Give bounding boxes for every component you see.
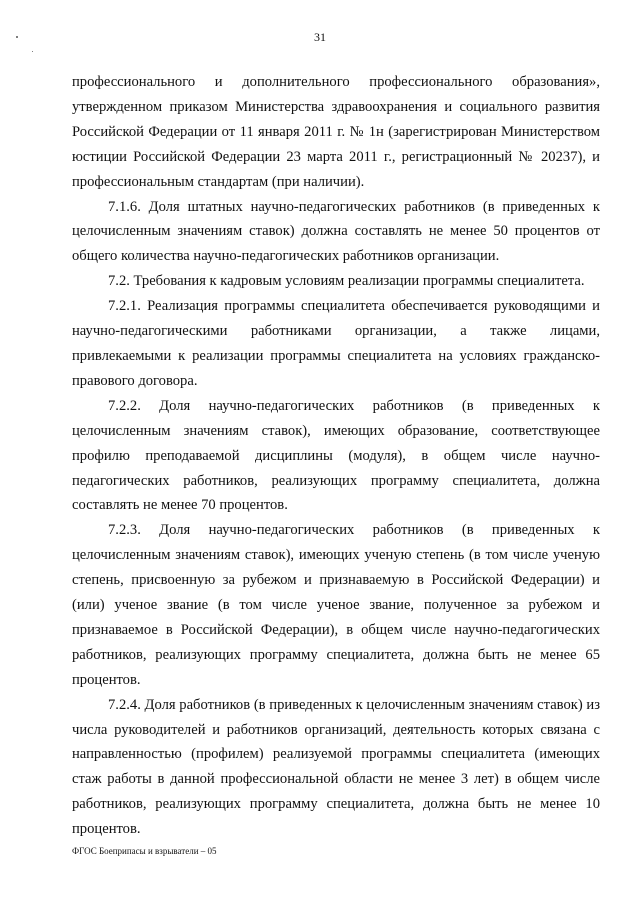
paragraph-7-2: 7.2. Требования к кадровым условиям реализации программы специалитета. bbox=[108, 273, 585, 290]
paragraph-7-2-1: 7.2.1. Реализация программы специалитета обеспечивается руководящими и научно-педагогическими работниками организации, а также лицами, привлекаемыми к реализации программы специалитета на условиях гражданско-правового договора. bbox=[72, 298, 600, 389]
paragraph-7-1-6: 7.1.6. Доля штатных научно-педагогических работников (в приведенных к целочисленным значениям ставок) должна составлять не менее 50 процентов от общего количества научно-педагогических работников организации. bbox=[72, 198, 600, 265]
paragraph-7-2-3: 7.2.3. Доля научно-педагогических работников (в приведенных к целочисленным значениям ставок), имеющих ученую степень (в том числе ученую степень, присвоенную за рубежом и признаваемую в Российской Федерации) и (или) ученое звание (в том числе ученое звание, полученное за рубежом и признаваемое в Российской Федерации), в общем числе научно-педагогических работников, реализующих программу специалитета, должна быть не менее 65 процентов. bbox=[72, 522, 600, 688]
paragraph-7-2-2: 7.2.2. Доля научно-педагогических работников (в приведенных к целочисленным значениям ставок), имеющих образование, соответствующее профилю преподаваемой дисциплины (модуля), в общем числе научно-педагогических работников, реализующих программу специалитета, должна составлять не менее 70 процентов. bbox=[72, 397, 600, 514]
paragraph-continuation: профессионального и дополнительного профессионального образования», утвержденном приказом Министерства здравоохранения и социального развития Российской Федерации от 11 января 2011 г. № 1н (зарегистрирован Министерством юстиции Российской Федерации 23 марта 2011 г., регистрационный № 20237), и профессиональным стандартам (при наличии). bbox=[72, 74, 600, 190]
paragraph-7-2-4: 7.2.4. Доля работников (в приведенных к целочисленным значениям ставок) из числа руководителей и работников организаций, деятельность которых связана с направленностью (профилем) реализуемой программы специалитета (имеющих стаж работы в данной профессиональной области не менее 3 лет) в общем числе работников, реализующих программу специалитета, должна быть не менее 10 процентов. bbox=[72, 696, 600, 838]
scan-speck bbox=[32, 51, 33, 52]
document-body bbox=[72, 70, 600, 842]
document-footer: ФГОС Боеприпасы и взрыватели – 05 bbox=[72, 846, 217, 856]
page-number: 31 bbox=[314, 30, 326, 44]
